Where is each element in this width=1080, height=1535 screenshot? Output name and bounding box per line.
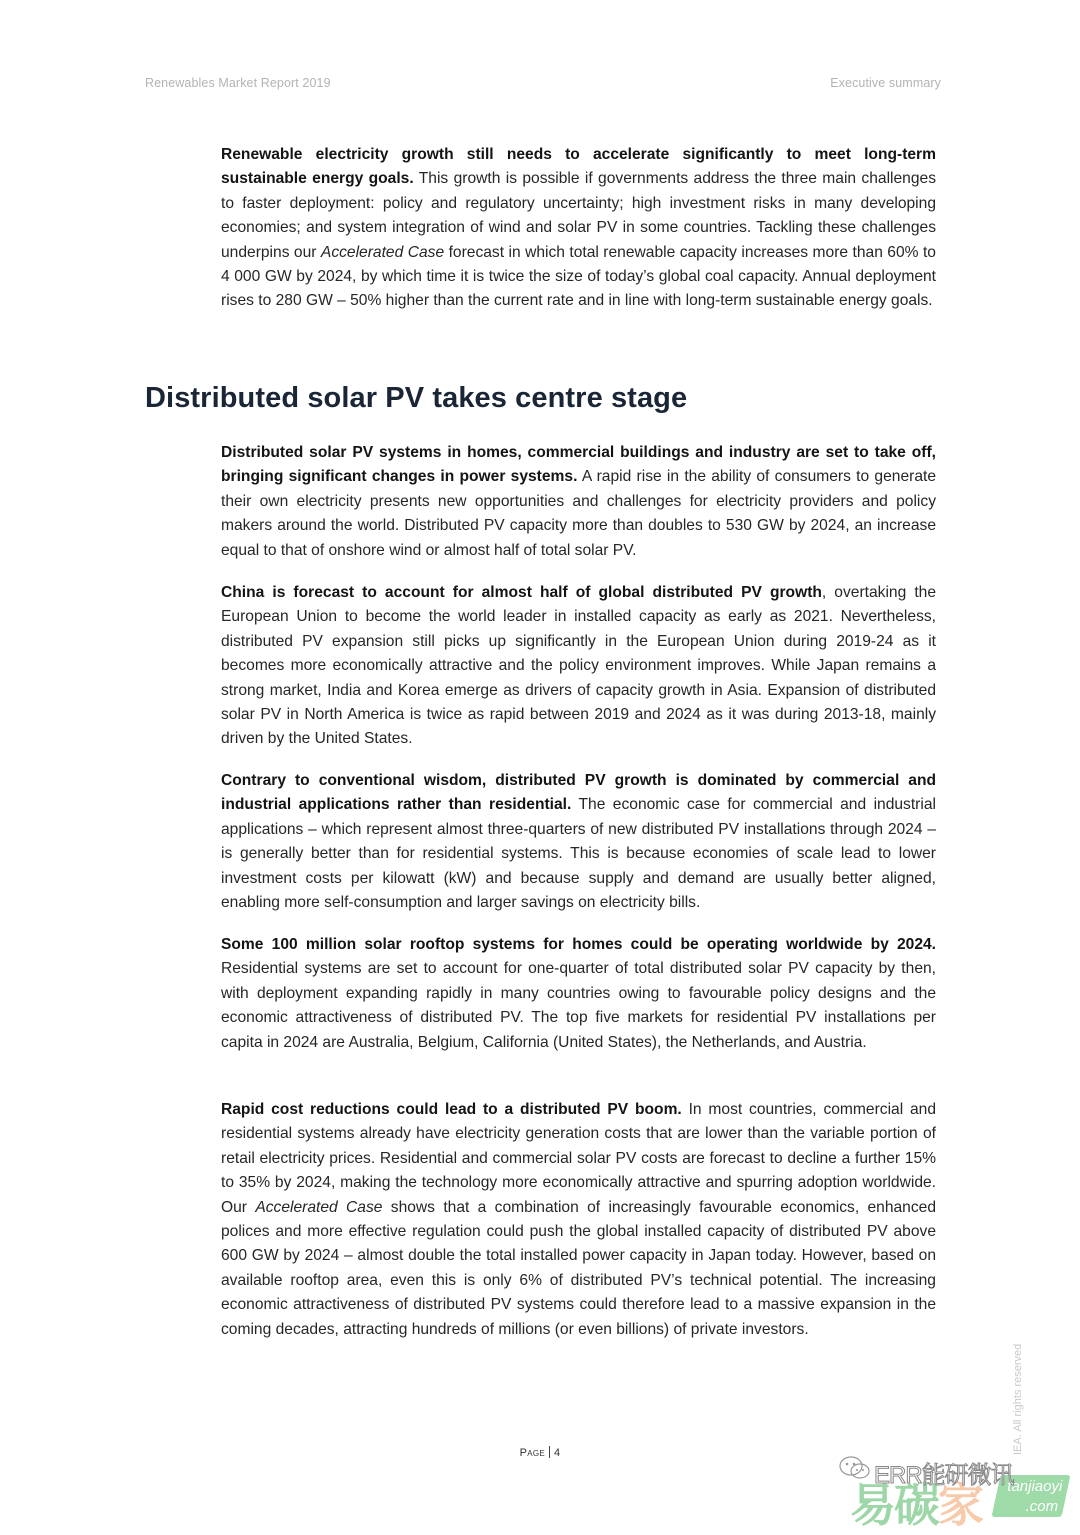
paragraph <box>221 769 936 915</box>
rights-notice: IEA. All rights reserved <box>1012 1343 1024 1455</box>
paragraph-text: forecast in which total renewable capacity increases more than 60% to 4 000 GW by 2024, by which time it is twice the size of today’s global coal capacity. Annual deployment rises to 280 GW – 50% higher than the current rate and in line with long-term sustainable energy goals. <box>221 243 936 310</box>
lead-sentence: Contrary to conventional wisdom, distributed PV growth is dominated by commercial and industrial applications rather than residential. <box>221 772 936 814</box>
paragraph-text: This growth is possible if governments address the three main challenges to faster deployment: policy and regulatory uncertainty; high investment risks in many developing economies; and system integration of wind and solar PV in some countries. Tackling these challenges underpins our <box>221 170 936 261</box>
page-label: Page <box>519 1447 545 1459</box>
paragraph-text: A rapid rise in the ability of consumers to generate their own electricity presents new opportunities and challenges for electricity providers and policy makers around the world. Distributed PV capacity more than doubles to 530 GW by 2024, an increase equal to that of onshore wind or almost half of total solar PV. <box>221 468 936 559</box>
logo-text-orange: 家 <box>938 1479 982 1531</box>
emphasis-term: Accelerated Case <box>255 1198 383 1216</box>
paragraph-text: The economic case for commercial and industrial applications – which represent almost three-quarters of new distributed PV installations through 2024 – is generally better than for residential systems. This is because economies of scale lead to lower investment costs per kilowatt (kW) and because supply and demand are usually better aligned, enabling more self-consumption and larger savings on electricity bills. <box>221 796 936 912</box>
report-title: Renewables Market Report 2019 <box>145 76 331 90</box>
badge-line-1: tanjiaoyi <box>1007 1478 1063 1495</box>
lead-sentence: Distributed solar PV systems in homes, commercial buildings and industry are set to take off, bringing significant changes in power systems. <box>221 444 936 486</box>
paragraph <box>221 581 936 752</box>
paragraph-text: shows that a combination of increasingly favourable economics, enhanced polices and more effective regulation could push the global installed capacity of distributed PV above 600 GW by 2024 – almost double the total installed power capacity in Japan today. However, based on available rooftop area, even this is only 6% of distributed PV’s technical potential. The increasing economic attractiveness of distributed PV systems could therefore lead to a massive expansion in the coming decades, attracting hundreds of millions (or even billions) of private investors. <box>221 1198 936 1338</box>
page-separator <box>549 1446 550 1458</box>
paragraph-text: In most countries, commercial and residential systems already have electricity generation costs that are lower than the variable portion of retail electricity prices. Residential and commercial solar PV costs are forecast to decline a further 15% to 35% by 2024, making the technology more economically attractive and spurring adoption worldwide. Our <box>221 1101 937 1216</box>
paragraph <box>221 1098 936 1342</box>
lead-sentence: Renewable electricity growth still needs to accelerate significantly to meet long-term sustainable energy goals. <box>221 146 936 188</box>
intro-paragraph <box>221 143 936 314</box>
running-header <box>145 76 941 94</box>
paragraph <box>221 441 936 563</box>
paragraph-text: Residential systems are set to account for one-quarter of total distributed solar PV capacity by then, with deployment expanding rapidly in many countries owing to favourable policy designs and the economic attractiveness of distributed PV. The top five markets for residential PV installations per capita in 2024 are Australia, Belgium, California (United States), the Netherlands, and Austria. <box>221 960 936 1051</box>
watermark <box>838 1455 1068 1531</box>
paragraph <box>221 933 936 1055</box>
section-heading: Distributed solar PV takes centre stage <box>145 382 688 414</box>
page-number: 4 <box>554 1447 561 1459</box>
lead-sentence: Some 100 million solar rooftop systems for homes could be operating worldwide by 2024. <box>221 936 936 953</box>
paragraph-text: , overtaking the European Union to become the world leader in installed capacity as early as 2021. Nevertheless, distributed PV expansion still picks up significantly in the European Union during 2019-24 as it becomes more economically attractive and the policy environment improves. While Japan remains a strong market, India and Korea emerge as drivers of capacity growth in Asia. Expansion of distributed solar PV in North America is twice as rapid between 2019 and 2024 as it was during 2013-18, mainly driven by the United States. <box>221 584 936 748</box>
logo-text-green: 易碳 <box>850 1479 938 1531</box>
section-label: Executive summary <box>830 76 941 90</box>
lead-sentence: China is forecast to account for almost half of global distributed PV growth <box>221 584 822 601</box>
lead-sentence: Rapid cost reductions could lead to a distributed PV boom. <box>221 1101 682 1118</box>
wechat-account-name: ERR能研微讯 <box>874 1462 1014 1489</box>
badge-line-2: .com <box>1025 1498 1059 1515</box>
emphasis-term: Accelerated Case <box>320 243 445 261</box>
